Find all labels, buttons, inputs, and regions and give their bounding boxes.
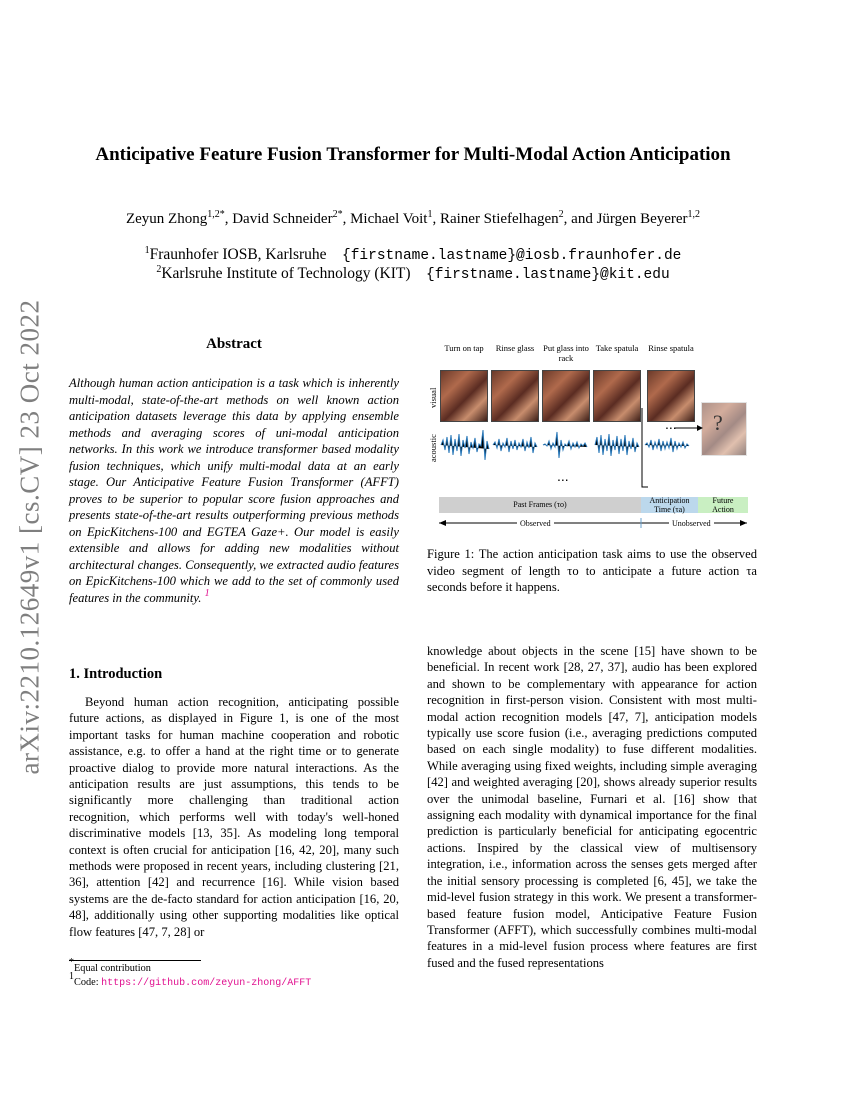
frame-label: Put glass into rack	[543, 343, 589, 363]
footnote-link[interactable]: 1	[204, 587, 210, 599]
author-list	[0, 211, 826, 228]
observed-bracket	[642, 408, 648, 487]
unknown-action-mark: ?	[713, 410, 723, 435]
arxiv-sidebar	[8, 292, 52, 782]
future-action-bar: Future Action	[698, 497, 748, 513]
timeline-left-arrowhead	[439, 520, 446, 526]
author: Michael Voit$^1$,	[350, 209, 440, 227]
frame-label: Rinse spatula	[648, 343, 694, 353]
abstract-body: Although human action anticipation is a task which is inherently multi-modal, state-of-the-art methods on well known action anticipation datasets leverage this data by applying ensemble methods and averaging scores of uni-modal anticipation networks. In this work we introduce transformer based modality fusion techniques, which unify multi-modal data at an early stage. Our Anticipative Feature Fusion Transformer (AFFT) proves to be superior to popular score fusion approaches and presents state-of-the-art results outperforming previous methods on EpicKitchens-100 and EGTEA Gaze+. Our model is easily extensible and allows for adding new modalities without architectural changes. Consequently, we extracted audio features on EpicKitchens-100 which we add to the set of commonly used features in the community. $^1$	[69, 376, 399, 605]
author: David Schneider$^{2*}$,	[232, 209, 351, 227]
email: {firstname.lastname}@iosb.fraunhofer.de	[342, 248, 682, 264]
figure-caption: Figure 1: The action anticipation task aims to use the observed video segment of length τo to anticipate a future action τa seconds before it happens.	[427, 547, 757, 594]
ellipsis: ...	[557, 468, 569, 484]
author: Rainer Stiefelhagen$^2$, and	[439, 209, 597, 227]
paragraph: knowledge about objects in the scene [15] have shown to be beneficial. In recent work [28, 27, 37], audio has been explored and shown to be complementary with appearance for action recognition in first-person vision. Consistent with most multi-modal action recognition models [47, 7], anticipation models typically use score fusion (i.e., averaging predictions computed based on each single modality) to fuse different modalities. While averaging using fixed weights, including simple averaging [42] and weighted averaging [20], shows already superior results over the unimodal baseline, Furnari et al. [16] show that assigning each modality with dynamical importance for the final prediction is particularly beneficial for anticipating egocentric actions. Inspired by the classical view of multisensory integration, i.e., information across the senses gets merged after the initial sensory processing is completed [6, 45], we take the mid-level fusion strategy in this work. We present a transformer-based feature fusion model, Anticipative Feature Fusion Transformer (AFFT), which successfully combines multi-modal features in a mid-level fusion process where features are first fused and the fused representations	[427, 644, 757, 970]
timeline-right-arrowhead	[740, 520, 747, 526]
observed-label: Observed	[517, 519, 554, 528]
acoustic-row-label: acoustic	[428, 434, 438, 462]
visual-row-label: visual	[428, 387, 438, 408]
figure-1	[427, 340, 757, 530]
anticipation-time-bar: Anticipation Time (τa)	[641, 497, 698, 513]
email: {firstname.lastname}@kit.edu	[426, 267, 670, 283]
footnote-code: $^1$Code: https://github.com/zeyun-zhong/AFFT	[69, 971, 312, 989]
frame-label: Rinse glass	[495, 343, 535, 353]
frame-label: Turn on tap	[444, 343, 484, 353]
footnote-rule	[69, 960, 201, 961]
abstract-heading: Abstract	[206, 336, 262, 352]
affiliation-2: $^2$Karlsruhe Institute of Technology (KIT) {firstname.lastname}@kit.edu	[156, 264, 670, 283]
audio-waveform	[441, 430, 689, 460]
paper-title: Anticipative Feature Fusion Transformer for Multi-Modal Action Anticipation	[95, 144, 731, 165]
intro-column-2	[427, 643, 757, 971]
unobserved-label: Unobserved	[669, 519, 714, 528]
footnote-equal: *Equal contribution	[69, 957, 151, 974]
past-frames-bar: Past Frames (τo)	[439, 497, 641, 513]
author: Jürgen Beyerer$^{1,2}$	[596, 209, 701, 227]
affiliation-1: $^1$Fraunhofer IOSB, Karlsruhe {firstname.lastname}@iosb.fraunhofer.de	[144, 245, 682, 264]
author: Zeyun Zhong$^{1,2*}$,	[125, 209, 233, 227]
arxiv-identifier[interactable]: arXiv:2210.12649v1 [cs.CV] 23 Oct 2022	[14, 299, 45, 775]
prediction-arrowhead	[697, 425, 703, 431]
intro-column-1	[69, 694, 399, 940]
code-link[interactable]: https://github.com/zeyun-zhong/AFFT	[101, 978, 312, 989]
section-heading: 1. Introduction	[69, 666, 163, 682]
ellipsis: ...	[665, 416, 677, 432]
frame-label: Take spatula	[595, 343, 639, 353]
paragraph: Beyond human action recognition, anticipating possible future actions, as displayed in Figure 1, is one of the most important tasks for human machine cooperation and robotic assistance, e.g. to offer a hand at the right time or to generate proactive dialog to provide more natural interactions. As the anticipation results are just assumptions, this tends to be significantly more challenging than traditional action recognition, which performs well with today's well-honed discriminative models [13, 35]. As modeling long temporal context is often crucial for anticipation [16, 42, 20], many such methods were proposed in recent years, including clustering [21, 36], attention [42] and recurrence [16]. While vision based systems are the de-facto standard for action anticipation [16, 20, 48], additionally using other supporting modalities like optical flow features [47, 7, 28] or	[69, 695, 399, 939]
